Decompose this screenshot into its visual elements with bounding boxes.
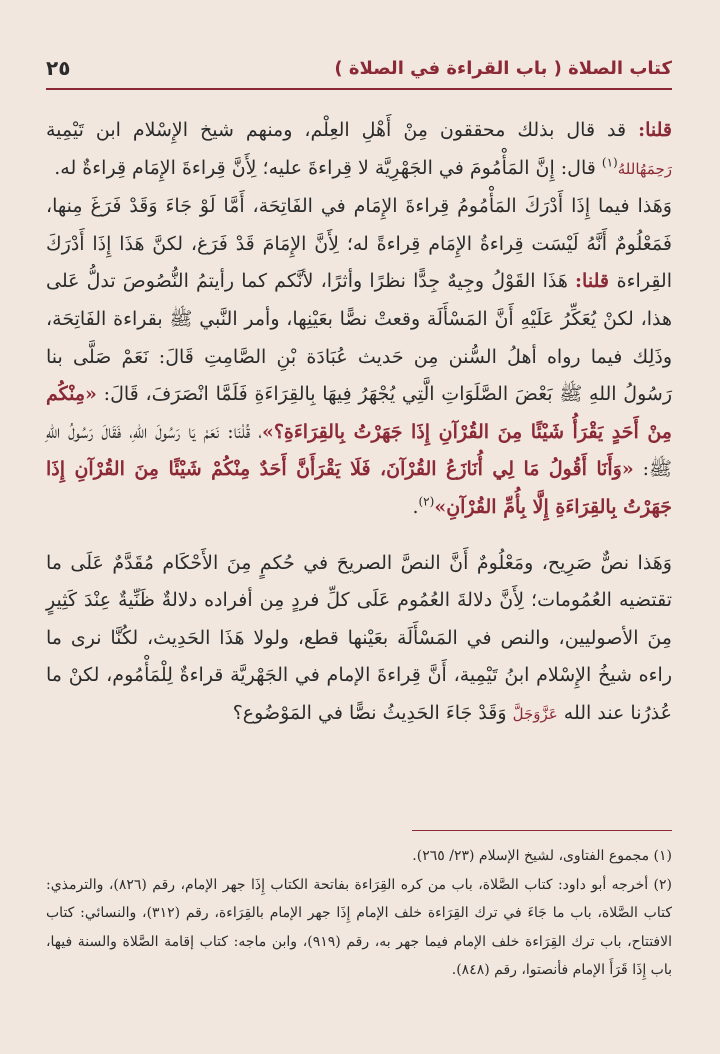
paragraph-text: وَهَذا نصٌّ صَرِيح، ومَعْلُومٌ أَنَّ النصَّ الصريحَ في حُكمٍ مِنَ الأَحْكَام مُقَدَّمٌ عَلَى ما تقتضيه العُمُومات؛ لِأَنَّ دلالةَ العُمُوم عَلَى كلِّ فردٍ مِن أفراده دلالةٌ ظَنِّيةٌ عِنْدَ كَثِيرٍ مِنَ الأصوليين، والنص في المَسْأَلَة بعَيْنها قطع، ولولا هَذَا الحَدِيث، لكُنَّا نرى ما راءه شيخُ الإِسْلام ابنُ تَيْمِية، أَنَّ قِراءةَ الإمام في الجَهْريَّة قراءةٌ لِلْمَأْمُوم، لكنْ ما عُذرُنا عند الله (46, 551, 672, 724)
paragraph-text: هَذَا القَوْلُ وجِيهٌ جِدًّا نظرًا وأثرًا، لأنَّكم كما رأيتمُ النُّصُوصَ تدلُّ عَلى هذا، لكنْ يُعَكِّرُ عَلَيْهِ أَنَّ المَسْأَلَة وقعتْ نصًّا بعَيْنِها، وأمر النَّبي ﷺ بقراءة الفَاتِحَة، وذَلِك فيما رواه أهلُ السُّنن مِن حَديث عُبَادَة بْنِ الصَّامِتِ قَالَ: نَعَمْ صَلَّى بنا رَسُولُ اللهِ ﷺ بَعْضَ الصَّلَوَاتِ الَّتِي يُجْهَرُ فِيهَا بِالقِرَاءَةِ فَلَمَّا انْصَرَفَ، قَالَ: (46, 270, 672, 406)
paragraph-text: قال: إِنَّ المَأْمُومَ في الجَهْرِيَّة لا قِراءةَ عليه؛ لِأَنَّ قِراءةَ الإِمَام قِراءةٌ له. (54, 156, 602, 179)
paragraph-text: وَقَدْ جَاءَ الحَدِيثُ نصًّا في المَوْضُوع؟ (232, 701, 513, 724)
qulna-label: قلنا: (575, 270, 617, 293)
paragraph-text: ، قُلْنَا: نَعَمْ يَا رَسُولَ اللهِ، فَقَالَ رَسُولُ اللهِ ﷺ: (46, 420, 672, 481)
footnotes (46, 842, 672, 985)
paragraph-1 (46, 112, 672, 188)
footnote-2: (٢) أخرجه أبو داود: كتاب الصَّلاة، باب من كره القِرَاءة بفاتحة الكتاب إِذَا جهر الإمام، رقم (٨٢٦)، والترمذي: كتاب الصَّلاة، باب ما جَاءَ في ترك القِرَاءة خلف الإمام إِذَا جهر الإمام بالقِرَاءة، رقم (٣١٢)، والنسائي: كتاب الافتتاح، باب ترك القِرَاءة خلف الإمام فيما جهر به، رقم (٩١٩)، وابن ماجه: كتاب إقامة الصَّلاة والسنة فيها، باب إِذَا قَرَأَ الإمام فأنصتوا، رقم (٨٤٨). (46, 876, 673, 978)
page-header (46, 54, 672, 90)
paragraph-2 (46, 188, 672, 526)
qulna-label: قلنا: (638, 119, 672, 141)
hadith-quote: «مِنْكُم مِنْ أَحَدٍ يَقْرَأُ شَيْئًا مِنَ القُرْآنِ إِذَا جَهَرْتُ بِالقِرَاءَةِ؟» (46, 383, 672, 443)
honorific-rahimahullah: رَحِمَهُاللهُ (617, 159, 672, 178)
hadith-quote: «وَأَنَا أَقُولُ مَا لِي أُنَازَعُ القُرْآنَ، فَلَا يَقْرَأَنَّ أَحَدٌ مِنْكُمْ شَيْئًا مِنَ القُرْآنِ إِذَا جَهَرْتُ بِالقِرَاءَةِ إِلَّا بِأُمِّ القُرْآنِ» (46, 458, 672, 518)
page-number: ٢٥ (46, 56, 71, 80)
chapter-title: كتاب الصلاة ( باب القراءة في الصلاة ) (334, 58, 672, 79)
paragraph-text: . (412, 495, 419, 518)
paragraph-3 (46, 545, 672, 734)
main-text (46, 112, 672, 734)
footnote-1: (١) مجموع الفتاوى، لشيخ الإسلام (٢٣/ ٢٦٥). (412, 848, 672, 864)
footnote-ref-2[interactable]: (٢) (418, 494, 435, 509)
footnote-divider (412, 830, 672, 831)
honorific-azza-wajal: عَزَّوَجَلَّ (512, 704, 558, 723)
paragraph-text: وَهَذا فيما إِذَا أَدْرَكَ المَأْمُومُ قِراءةَ الإِمَام في الفَاتِحَة، أَمَّا لَوْ جَاءَ وَقَدْ فَرَغَ مِنها، فَمَعْلُومٌ أَنَّهُ لَيْسَت قِراءةُ الإِمَام قِراءةً له؛ لِأَنَّ الإِمَامَ قَدْ فَرَغ، لكنَّ هَذَا إِذَا أَدْرَكَ القِراءة (46, 195, 673, 293)
header-divider (46, 88, 672, 90)
paragraph-text: قد قال بذلك محققون مِنْ أَهْلِ العِلْم، ومنهم شيخ الإِسْلام ابن تَيْمِية (46, 119, 639, 141)
footnote-ref-1[interactable]: (١) (601, 155, 618, 170)
